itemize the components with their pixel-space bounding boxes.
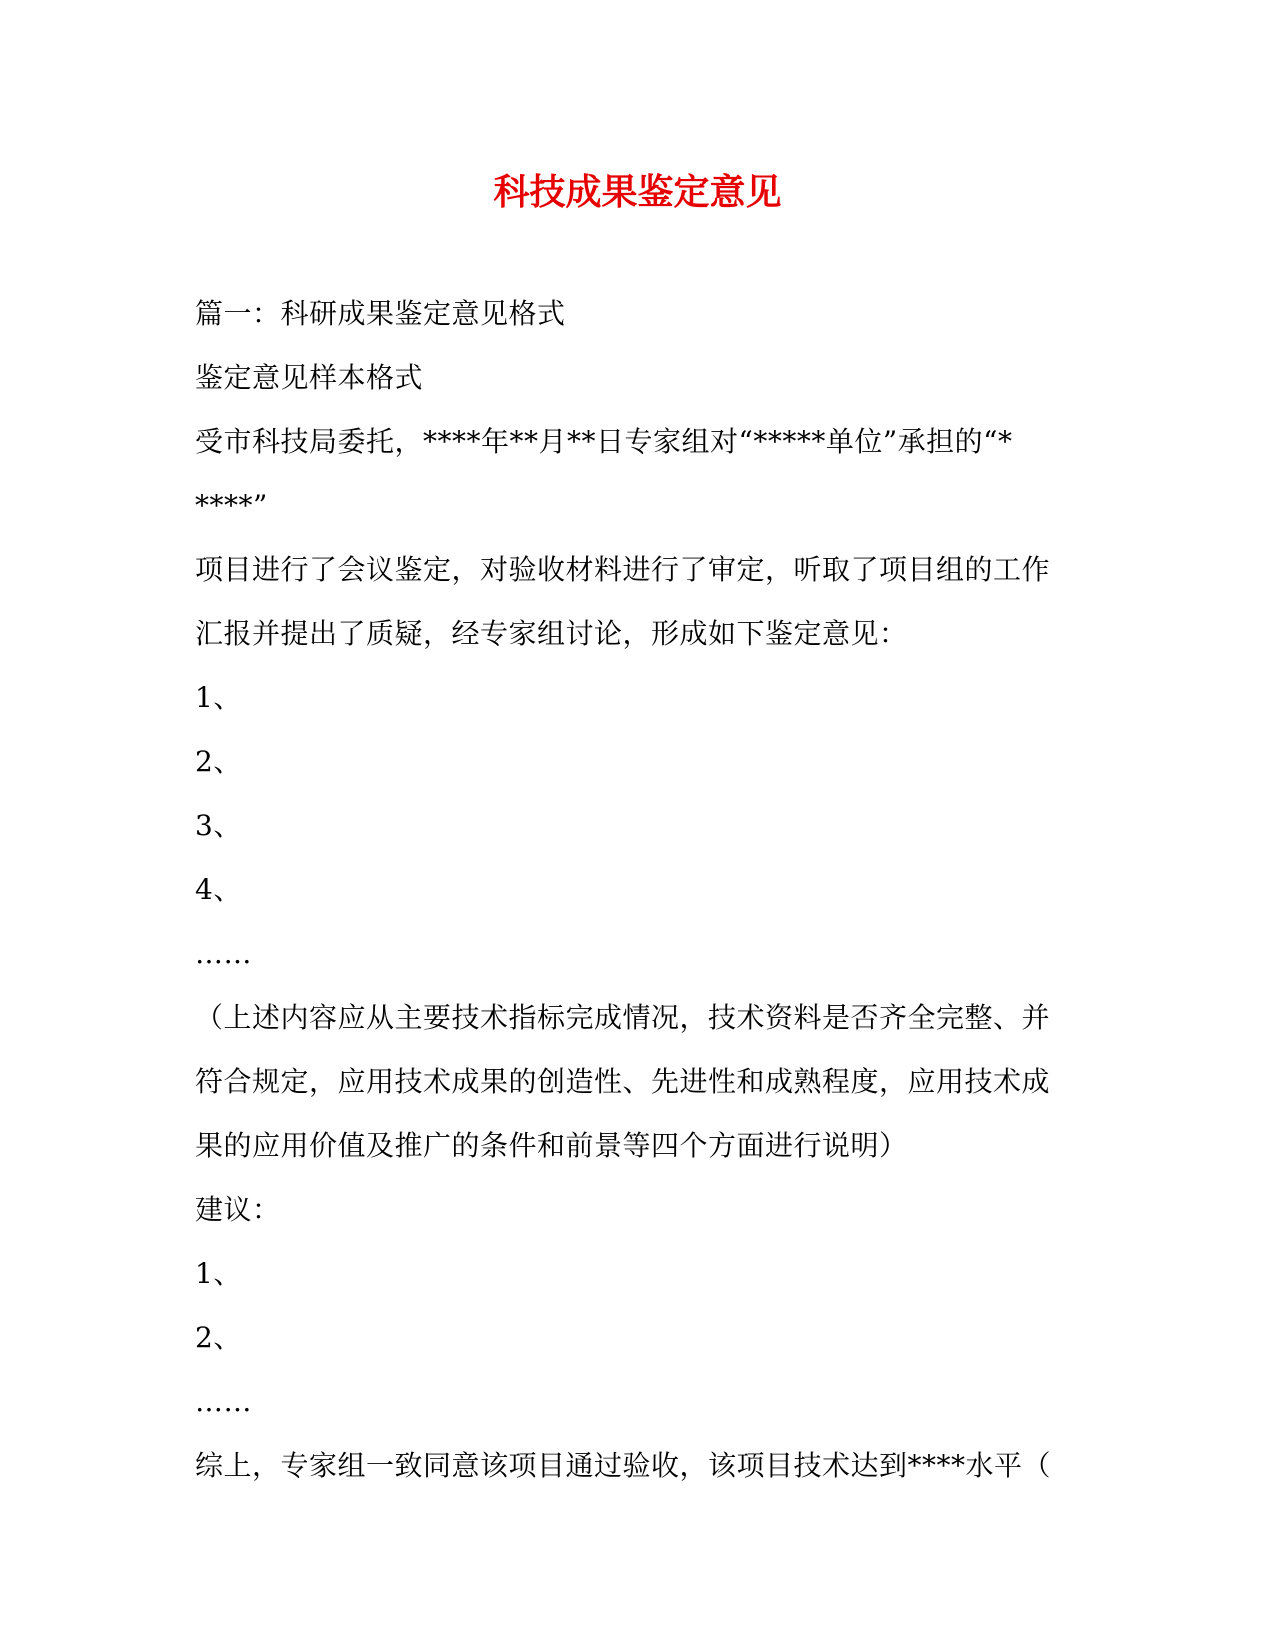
list-item: 4、 bbox=[195, 873, 242, 906]
document-title: 科技成果鉴定意见 bbox=[493, 171, 782, 213]
ellipsis: …… bbox=[195, 937, 252, 970]
suggestions-heading: 建议： bbox=[195, 1193, 281, 1226]
list-item: 1、 bbox=[195, 1257, 242, 1290]
paragraph-line: 果的应用价值及推广的条件和前景等四个方面进行说明） bbox=[195, 1129, 908, 1162]
paragraph-line: 汇报并提出了质疑，经专家组讨论，形成如下鉴定意见： bbox=[195, 617, 908, 650]
ellipsis: …… bbox=[195, 1385, 252, 1418]
paragraph-line: 受市科技局委托，****年**月**日专家组对“*****单位”承担的“* bbox=[195, 425, 1013, 458]
paragraph-line: 项目进行了会议鉴定，对验收材料进行了审定，听取了项目组的工作 bbox=[195, 553, 1051, 586]
list-item: 1、 bbox=[195, 681, 242, 714]
paragraph-line: 综上，专家组一致同意该项目通过验收，该项目技术达到****水平（ bbox=[195, 1449, 1052, 1482]
list-item: 2、 bbox=[195, 1321, 242, 1354]
subheading: 鉴定意见样本格式 bbox=[195, 361, 424, 394]
list-item: 3、 bbox=[195, 809, 242, 842]
list-item: 2、 bbox=[195, 745, 242, 778]
section-heading: 篇一：科研成果鉴定意见格式 bbox=[195, 297, 566, 330]
document-body bbox=[195, 282, 1075, 1498]
paragraph-line: （上述内容应从主要技术指标完成情况，技术资料是否齐全完整、并 bbox=[195, 1001, 1051, 1034]
paragraph-line: ****” bbox=[195, 489, 268, 522]
paragraph-line: 符合规定，应用技术成果的创造性、先进性和成熟程度，应用技术成 bbox=[195, 1065, 1051, 1098]
